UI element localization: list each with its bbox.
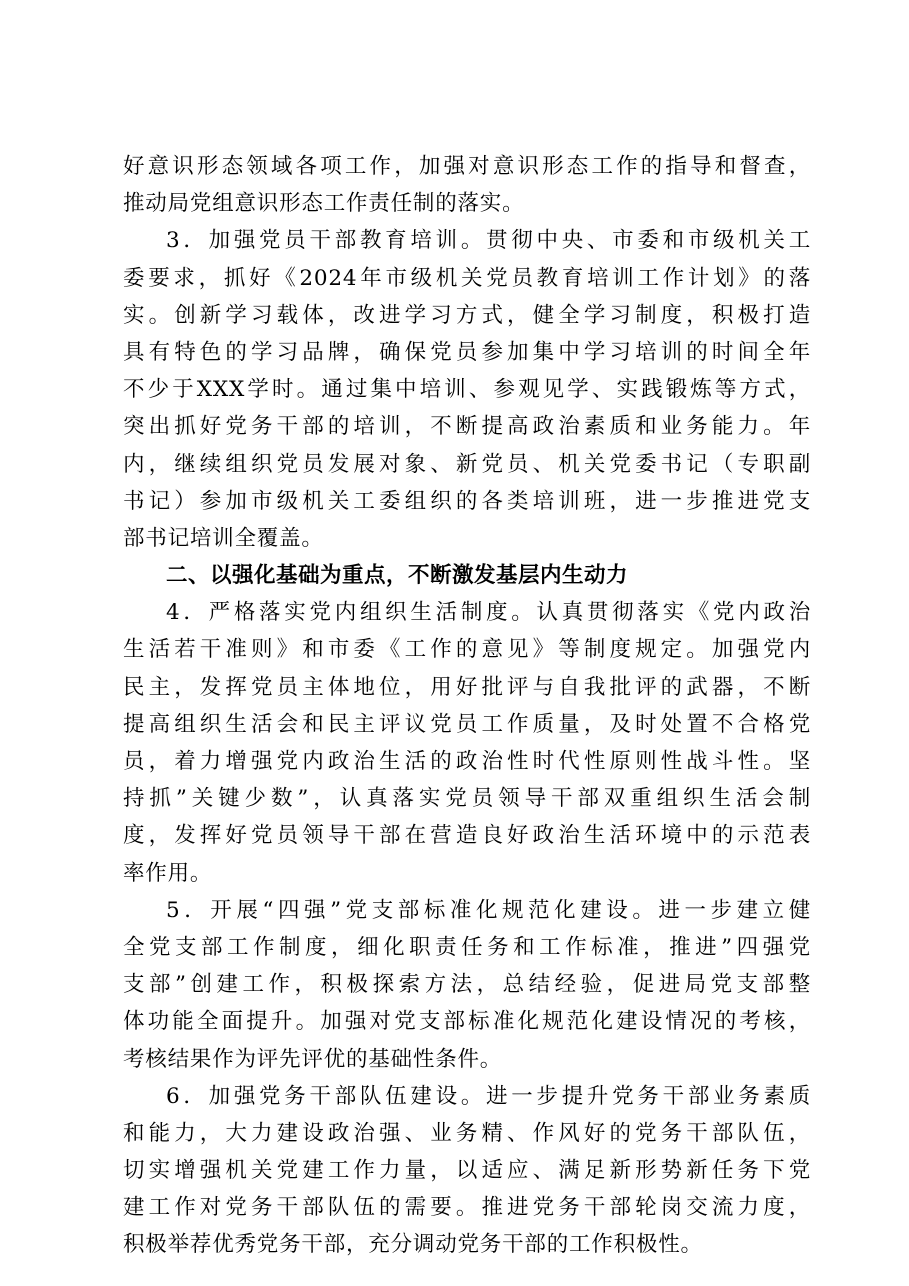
paragraph-line: 持抓”关键少数”，认真落实党员领导干部双重组织生活会制 bbox=[123, 786, 811, 812]
paragraph-line: 实。创新学习载体，改进学习方式，健全学习制度，积极打造 bbox=[123, 302, 811, 328]
document-body bbox=[123, 148, 811, 1264]
paragraph-line: 考核结果作为评先评优的基础性条件。 bbox=[123, 1046, 503, 1072]
paragraph-line: 率作用。 bbox=[123, 860, 213, 886]
paragraph-line: 6．加强党务干部队伍建设。进一步提升党务干部业务素质 bbox=[166, 1083, 811, 1109]
paragraph-line: 体功能全面提升。加强对党支部标准化规范化建设情况的考核， bbox=[123, 1009, 811, 1035]
paragraph-line: 委要求，抓好《2024年市级机关党员教育培训工作计划》的落 bbox=[123, 265, 811, 291]
paragraph-line: 支部”创建工作，积极探索方法，总结经验，促进局党支部整 bbox=[123, 972, 811, 998]
paragraph-line: 3．加强党员干部教育培训。贯彻中央、市委和市级机关工 bbox=[166, 228, 811, 254]
paragraph-line: 5．开展“四强”党支部标准化规范化建设。进一步建立健 bbox=[166, 897, 811, 923]
paragraph-line: 员，着力增强党内政治生活的政治性时代性原则性战斗性。坚 bbox=[123, 749, 811, 774]
paragraph-line: 切实增强机关党建工作力量，以适应、满足新形势新任务下党 bbox=[123, 1158, 811, 1184]
paragraph-line: 具有特色的学习品牌，确保党员参加集中学习培训的时间全年 bbox=[123, 339, 811, 365]
paragraph-line: 推动局党组意识形态工作责任制的落实。 bbox=[123, 191, 525, 217]
paragraph-line: 内，继续组织党员发展对象、新党员、机关党委书记（专职副 bbox=[123, 451, 811, 477]
paragraph-line: 提高组织生活会和民主评议党员工作质量，及时处置不合格党 bbox=[123, 711, 811, 737]
paragraph-line: 突出抓好党务干部的培训，不断提高政治素质和业务能力。年 bbox=[123, 414, 811, 440]
section-heading: 二、以强化基础为重点，不断激发基层内生动力 bbox=[166, 563, 629, 589]
paragraph-line: 4．严格落实党内组织生活制度。认真贯彻落实《党内政治 bbox=[166, 600, 811, 626]
paragraph-line: 积极举荐优秀党务干部，充分调动党务干部的工作积极性。 bbox=[123, 1232, 703, 1258]
paragraph-line: 度，发挥好党员领导干部在营造良好政治生活环境中的示范表 bbox=[123, 823, 811, 849]
paragraph-line: 生活若干准则》和市委《工作的意见》等制度规定。加强党内 bbox=[123, 637, 811, 663]
paragraph-line: 和能力，大力建设政治强、业务精、作风好的党务干部队伍， bbox=[123, 1120, 811, 1146]
paragraph-line: 部书记培训全覆盖。 bbox=[123, 525, 324, 551]
paragraph-line: 不少于XXX学时。通过集中培训、参观见学、实践锻炼等方式， bbox=[123, 377, 811, 403]
paragraph-line: 建工作对党务干部队伍的需要。推进党务干部轮岗交流力度， bbox=[123, 1195, 811, 1221]
paragraph-line: 书记）参加市级机关工委组织的各类培训班，进一步推进党支 bbox=[123, 488, 811, 514]
paragraph-line: 民主，发挥党员主体地位，用好批评与自我批评的武器，不断 bbox=[123, 674, 811, 700]
paragraph-line: 全党支部工作制度，细化职责任务和工作标准，推进”四强党 bbox=[123, 934, 811, 960]
paragraph-line: 好意识形态领域各项工作，加强对意识形态工作的指导和督查， bbox=[123, 154, 811, 179]
